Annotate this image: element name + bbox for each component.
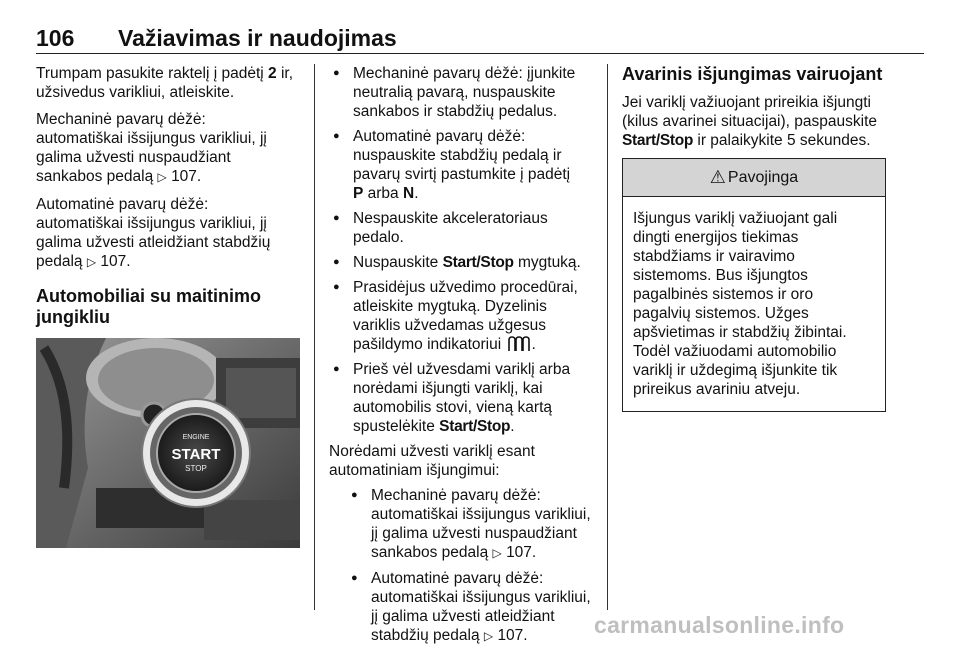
xref-link[interactable]: 107. bbox=[497, 627, 528, 644]
column-divider bbox=[607, 64, 608, 610]
list-item: ● Automatinė pavarų dėžė: nuspauskite stabdžių pedalą ir pavarų svirtį pastumkite į padėtį P arba N. bbox=[329, 127, 597, 203]
xref-link[interactable]: 107. bbox=[506, 544, 537, 561]
warning-header bbox=[623, 159, 885, 197]
list-item: ● Prieš vėl užvesdami variklį arba norėdami išjungti variklį, kai automobilis stovi, vieną kartą spustelėkite Start/Stop. bbox=[329, 360, 597, 436]
xref-arrow-icon: ▷ bbox=[86, 255, 97, 269]
watermark: carmanualsonline.info bbox=[594, 612, 845, 638]
glow-plug-indicator-icon bbox=[506, 336, 532, 352]
button-label-start: START bbox=[171, 446, 221, 463]
section-heading-emergency-stop: Avarinis išjungimas vairuojant bbox=[622, 64, 883, 84]
warning-title: Pavojinga bbox=[727, 169, 799, 186]
list-item: ● Nuspauskite Start/Stop mygtuką. bbox=[329, 253, 597, 272]
list-item: ● Mechaninė pavarų dėžė: automatiškai išsijungus varikliui, jį galima užvesti nuspaudžiant sankabos pedalą ▷ 107. bbox=[347, 486, 597, 563]
paragraph-emergency-stop: Jei variklį važiuojant prireikia išjungti (kilus avarinei situacijai), paspauskite Start/Stop ir palaikykite 5 sekundes. bbox=[622, 94, 878, 149]
xref-link[interactable]: 107. bbox=[100, 253, 131, 270]
xref-arrow-icon: ▷ bbox=[483, 629, 494, 643]
paragraph-auto-stop: Norėdami užvesti variklį esant automatiniam išjungimui: bbox=[329, 443, 535, 479]
paragraph-turn-key: Trumpam pasukite raktelį į padėtį 2 ir, užsivedus varikliui, atleiskite. bbox=[36, 65, 294, 101]
xref-arrow-icon: ▷ bbox=[157, 170, 167, 184]
column-divider bbox=[314, 64, 315, 610]
warning-body: Išjungus variklį važiuojant gali dingti energijos tiekimas stabdžiams ir vairavimo sistemoms. Bus išjungtos pagalbinės sistemos ir oro pagalvių sistemos. Užges apšvietimas ir stabdžių žibintai. Todėl važiuodami automobilio variklį ir uždegimą išjunkite tik prireikus avariniu atveju. bbox=[633, 210, 847, 398]
button-label-stop: STOP bbox=[185, 464, 207, 473]
engine-start-stop-photo bbox=[36, 338, 300, 548]
paragraph-manual-gearbox: Mechaninė pavarų dėžė: automatiškai išsijungus varikliui, jį galima užvesti nuspaudžiant sankabos pedalą ▷ 107. bbox=[36, 111, 267, 185]
section-heading-power-switch: Automobiliai su maitinimo jungikliu bbox=[36, 286, 262, 327]
button-label-engine: ENGINE bbox=[182, 434, 210, 441]
list-item: ● Automatinė pavarų dėžė: automatiškai išsijungus varikliui, jį galima užvesti atleidžiant stabdžių pedalą ▷ 107. bbox=[347, 569, 597, 646]
page-number: 106 bbox=[36, 25, 75, 51]
column-3 bbox=[622, 64, 886, 412]
warning-box bbox=[622, 158, 886, 412]
list-item: ● Nespauskite akceleratoriaus pedalo. bbox=[329, 209, 597, 247]
xref-link[interactable]: 107. bbox=[171, 168, 202, 185]
paragraph-automatic-gearbox: Automatinė pavarų dėžė: automatiškai išsijungus varikliui, jį galima užvesti atleidžiant stabdžių pedalą ▷ 107. bbox=[36, 196, 271, 270]
warning-triangle-icon: ⚠ bbox=[709, 167, 726, 188]
xref-arrow-icon: ▷ bbox=[492, 546, 502, 560]
column-1 bbox=[36, 64, 302, 548]
page-title: Važiavimas ir naudojimas bbox=[118, 25, 397, 51]
header-rule bbox=[36, 53, 924, 54]
column-2 bbox=[329, 64, 597, 652]
list-item: ● Prasidėjus užvedimo procedūrai, atleiskite mygtuką. Dyzelinis variklis užvedamas užgesus pašildymo indikatoriui . bbox=[329, 278, 597, 354]
list-item: ● Mechaninė pavarų dėžė: įjunkite neutralią pavarą, nuspauskite sankabos ir stabdžių pedalus. bbox=[329, 64, 597, 121]
